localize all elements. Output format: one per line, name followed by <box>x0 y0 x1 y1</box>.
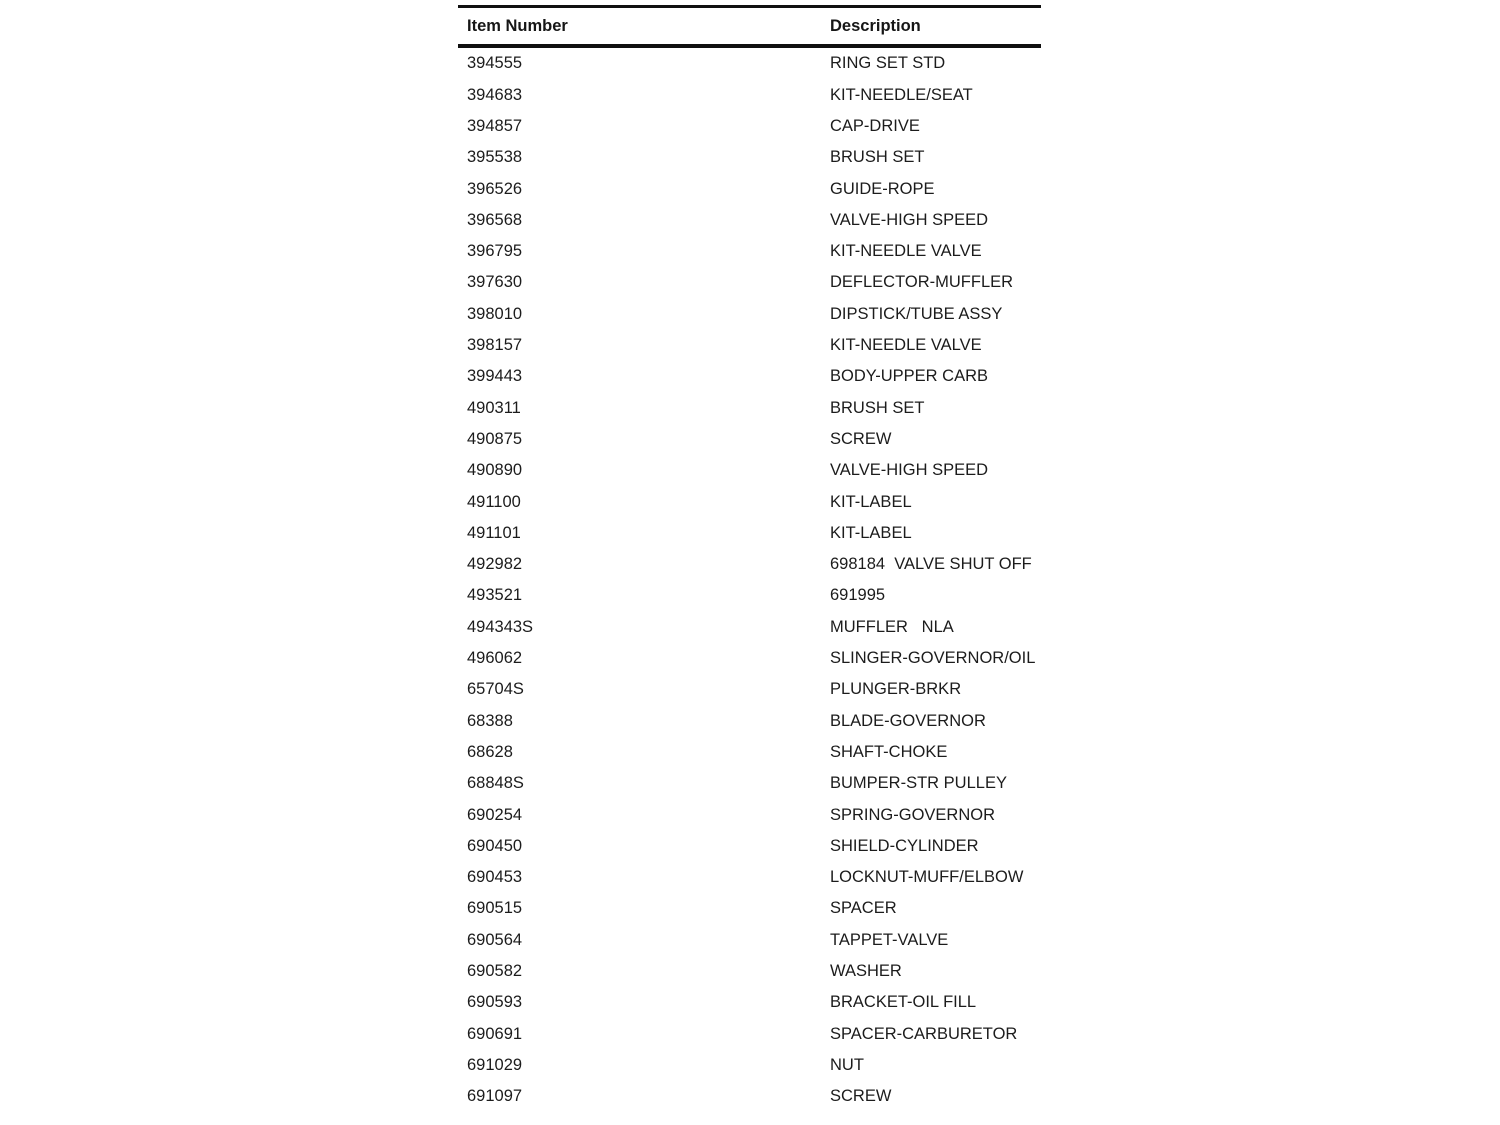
description-cell: KIT-NEEDLE/SEAT <box>830 85 973 104</box>
description-cell: SHAFT-CHOKE <box>830 742 948 761</box>
table-row <box>458 330 1041 361</box>
description-cell: KIT-NEEDLE VALVE <box>830 242 982 261</box>
item-number-cell: 65704S <box>467 680 524 699</box>
table-row <box>458 862 1041 893</box>
table-row <box>458 830 1041 861</box>
table-row <box>458 1018 1041 1049</box>
item-number-cell: 491100 <box>467 492 521 511</box>
table-row <box>458 267 1041 298</box>
description-cell: SPRING-GOVERNOR <box>830 805 996 824</box>
item-number-cell: 490875 <box>467 429 523 448</box>
column-header-description: Description <box>830 16 921 35</box>
item-number-cell: 68848S <box>467 774 524 793</box>
parts-table <box>458 5 1041 1112</box>
item-number-cell: 690453 <box>467 868 523 887</box>
item-number-cell: 491101 <box>467 523 521 542</box>
table-row <box>458 549 1041 580</box>
description-cell: BLADE-GOVERNOR <box>830 711 986 730</box>
table-row <box>458 768 1041 799</box>
table-row <box>458 737 1041 768</box>
description-cell: MUFFLER NLA <box>830 617 954 636</box>
item-number-cell: 691029 <box>467 1055 523 1074</box>
item-number-cell: 496062 <box>467 649 523 668</box>
item-number-cell: 398157 <box>467 336 523 355</box>
item-number-cell: 394683 <box>467 85 523 104</box>
table-row <box>458 424 1041 455</box>
table-row <box>458 486 1041 517</box>
table-row <box>458 142 1041 173</box>
item-number-cell: 690450 <box>467 836 523 855</box>
item-number-cell: 690254 <box>467 805 523 824</box>
description-cell: BRUSH SET <box>830 148 925 167</box>
table-row <box>458 173 1041 204</box>
item-number-cell: 399443 <box>467 367 523 386</box>
item-number-cell: 397630 <box>467 273 523 292</box>
table-row <box>458 1050 1041 1081</box>
item-number-cell: 691097 <box>467 1087 523 1106</box>
item-number-cell: 395538 <box>467 148 523 167</box>
description-cell: 691995 <box>830 586 886 605</box>
table-row <box>458 643 1041 674</box>
description-cell: SLINGER-GOVERNOR/OIL <box>830 649 1036 668</box>
description-cell: LOCKNUT-MUFF/ELBOW <box>830 868 1024 887</box>
description-cell: BRUSH SET <box>830 398 925 417</box>
item-number-cell: 494343S <box>467 617 534 636</box>
item-number-cell: 690582 <box>467 962 523 980</box>
description-cell: KIT-NEEDLE VALVE <box>830 336 982 355</box>
description-cell: VALVE-HIGH SPEED <box>830 461 989 480</box>
table-row <box>458 204 1041 235</box>
table-header-row <box>458 8 1041 44</box>
item-number-cell: 490890 <box>467 461 523 480</box>
description-cell: BUMPER-STR PULLEY <box>830 774 1007 793</box>
item-number-cell: 398010 <box>467 304 523 323</box>
description-cell: SHIELD-CYLINDER <box>830 836 979 855</box>
description-cell: SPACER <box>830 899 897 918</box>
item-number-cell: 68628 <box>467 742 513 761</box>
description-cell: KIT-LABEL <box>830 523 912 542</box>
description-cell: RING SET STD <box>830 54 946 73</box>
item-number-cell: 493521 <box>467 586 523 605</box>
description-cell: BODY-UPPER CARB <box>830 367 989 386</box>
description-cell: TAPPET-VALVE <box>830 930 949 949</box>
description-cell: SPACER-CARBURETOR <box>830 1024 1018 1043</box>
table-row <box>458 79 1041 110</box>
description-cell: 698184 VALVE SHUT OFF <box>830 555 1032 574</box>
description-cell: SCREW <box>830 429 892 448</box>
item-number-cell: 394555 <box>467 54 523 73</box>
description-cell: BRACKET-OIL FILL <box>830 993 977 1012</box>
table-row <box>458 956 1041 987</box>
description-cell: NUT <box>830 1055 864 1074</box>
item-number-cell: 492982 <box>467 555 523 574</box>
item-number-cell: 490311 <box>467 398 521 417</box>
item-number-cell: 690593 <box>467 993 523 1012</box>
description-cell: PLUNGER-BRKR <box>830 680 962 699</box>
table-body <box>458 48 1041 1112</box>
item-number-cell: 690564 <box>467 930 523 949</box>
table-row <box>458 580 1041 611</box>
column-header-item-number: Item Number <box>467 16 568 35</box>
table-row <box>458 455 1041 486</box>
item-number-cell: 396568 <box>467 210 523 229</box>
description-cell: DEFLECTOR-MUFFLER <box>830 273 1014 292</box>
table-row <box>458 361 1041 392</box>
table-row <box>458 48 1041 79</box>
table-row <box>458 987 1041 1018</box>
table-row <box>458 392 1041 423</box>
description-cell: SCREW <box>830 1087 892 1106</box>
item-number-cell: 394857 <box>467 116 523 135</box>
table-row <box>458 611 1041 642</box>
item-number-cell: 690515 <box>467 899 523 918</box>
table-row <box>458 517 1041 548</box>
table-row <box>458 1081 1041 1112</box>
description-cell: KIT-LABEL <box>830 492 912 511</box>
table-row <box>458 236 1041 267</box>
table-row <box>458 799 1041 830</box>
table-row <box>458 924 1041 955</box>
table-row <box>458 705 1041 736</box>
description-cell: CAP-DRIVE <box>830 116 920 135</box>
item-number-cell: 396795 <box>467 242 523 261</box>
table-row <box>458 893 1041 924</box>
item-number-cell: 690691 <box>467 1024 523 1043</box>
item-number-cell: 396526 <box>467 179 523 198</box>
table-row <box>458 674 1041 705</box>
description-cell: WASHER <box>830 962 902 980</box>
description-cell: GUIDE-ROPE <box>830 179 935 198</box>
table-row <box>458 298 1041 329</box>
table-row <box>458 111 1041 142</box>
description-cell: DIPSTICK/TUBE ASSY <box>830 304 1003 323</box>
item-number-cell: 68388 <box>467 711 513 730</box>
description-cell: VALVE-HIGH SPEED <box>830 210 989 229</box>
